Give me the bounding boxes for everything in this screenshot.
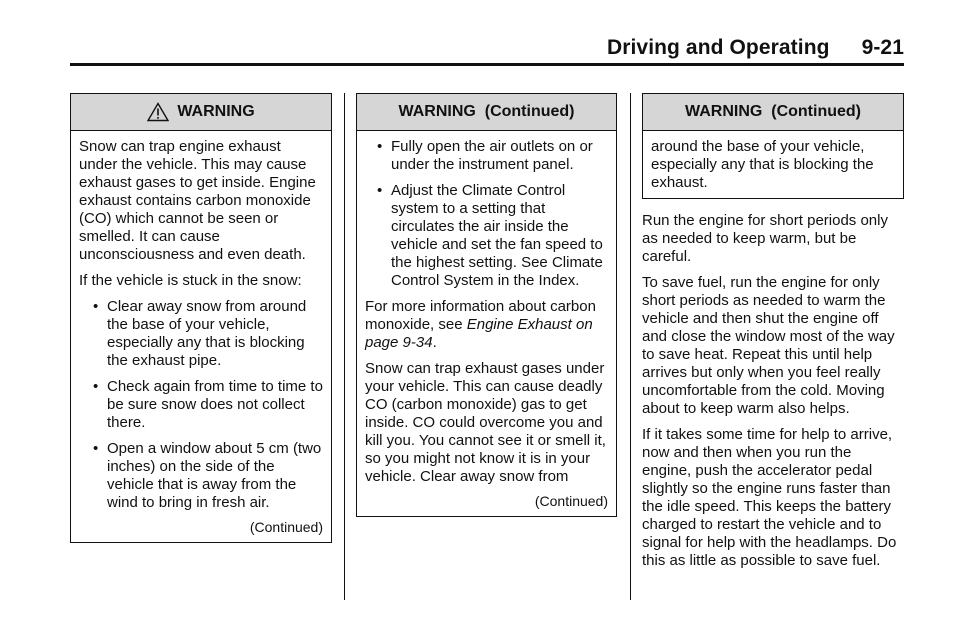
bullet-icon: • <box>93 298 99 315</box>
cross-reference-link[interactable]: Engine Exhaust on page 9-34 <box>365 316 593 351</box>
column-divider-1 <box>344 93 345 600</box>
body-paragraph: To save fuel, run the engine for only short periods as needed to warm the vehicle and then shut the engine off and close the window most of the way to save heat. Repeat this until help arrives but only when you feel really uncomfortable from the cold. Moving about to keep warm also helps. <box>642 274 895 417</box>
header-title-row <box>607 36 904 60</box>
bullet-icon: • <box>377 182 383 199</box>
column-divider-2 <box>630 93 631 600</box>
warning-body <box>357 131 616 516</box>
bullet-list <box>79 298 323 512</box>
continued-label: (Continued) <box>534 493 608 509</box>
warning-paragraph: around the base of your vehicle, especially any that is blocking the exhaust. <box>651 138 874 191</box>
warning-paragraph: Snow can trap exhaust gases under your vehicle. This can cause deadly CO (carbon monoxide) gas to get inside. CO could overcome you and kill you. You cannot see it or smell it, so you might not know it is in your vehicle. Clear away snow from <box>365 360 606 485</box>
warning-paragraph: Snow can trap engine exhaust under the vehicle. This may cause exhaust gases to get inside. Engine exhaust contains carbon monoxide (CO) which cannot be seen or smelled. It can cause unconsciousness and even death. <box>79 138 316 263</box>
warning-header <box>71 94 331 131</box>
column-2 <box>356 93 617 517</box>
page-number: 9-21 <box>861 36 904 59</box>
warning-title: WARNING (Continued) <box>398 103 575 120</box>
header-rule <box>70 63 904 66</box>
continued-label: (Continued) <box>249 519 323 535</box>
more-info-paragraph <box>365 298 608 352</box>
body-text <box>642 212 904 570</box>
more-info-text: For more information about carbon monoxide, see <box>365 298 596 333</box>
list-item <box>93 440 323 512</box>
list-item <box>93 378 323 432</box>
warning-triangle-icon <box>147 102 169 122</box>
warning-body <box>71 131 331 542</box>
column-3 <box>642 93 904 578</box>
list-item-text: Clear away snow from around the base of your vehicle, especially any that is blocking the exhaust pipe. <box>107 298 307 369</box>
list-item-text: Fully open the air outlets on or under the instrument panel. <box>391 138 593 173</box>
bullet-icon: • <box>377 138 383 155</box>
page-header <box>0 0 954 70</box>
bullet-icon: • <box>93 440 99 457</box>
warning-title: WARNING (Continued) <box>685 103 861 120</box>
warning-box-continued <box>356 93 617 517</box>
warning-body <box>643 131 903 198</box>
warning-box-continued <box>642 93 904 199</box>
warning-header <box>357 94 616 131</box>
list-item <box>377 182 608 290</box>
warning-box <box>70 93 332 543</box>
bullet-icon: • <box>93 378 99 395</box>
body-paragraph: If it takes some time for help to arrive, now and then when you run the engine, push the accelerator pedal slightly so the engine runs faster than the idle speed. This keeps the battery charged to restart the vehicle and to signal for help with the headlamps. Do this as little as possible to save fuel. <box>642 426 897 569</box>
column-1 <box>70 93 332 543</box>
warning-paragraph: If the vehicle is stuck in the snow: <box>79 272 302 289</box>
list-item-text: Check again from time to time to be sure snow does not collect there. <box>107 378 323 431</box>
section-title: Driving and Operating <box>606 36 830 59</box>
warning-title: WARNING <box>177 103 255 120</box>
warning-header <box>643 94 903 131</box>
list-item-text: Adjust the Climate Control system to a setting that circulates the air inside the vehicle and set the fan speed to the highest setting. See Climate Control System in the Index. <box>391 182 603 289</box>
more-info-suffix: . <box>432 334 437 351</box>
list-item <box>93 298 323 370</box>
bullet-list <box>365 138 608 290</box>
list-item <box>377 138 608 174</box>
body-paragraph: Run the engine for short periods only as needed to keep warm, but be careful. <box>642 212 888 265</box>
list-item-text: Open a window about 5 cm (two inches) on the side of the vehicle that is away from the wind to bring in fresh air. <box>107 440 322 511</box>
